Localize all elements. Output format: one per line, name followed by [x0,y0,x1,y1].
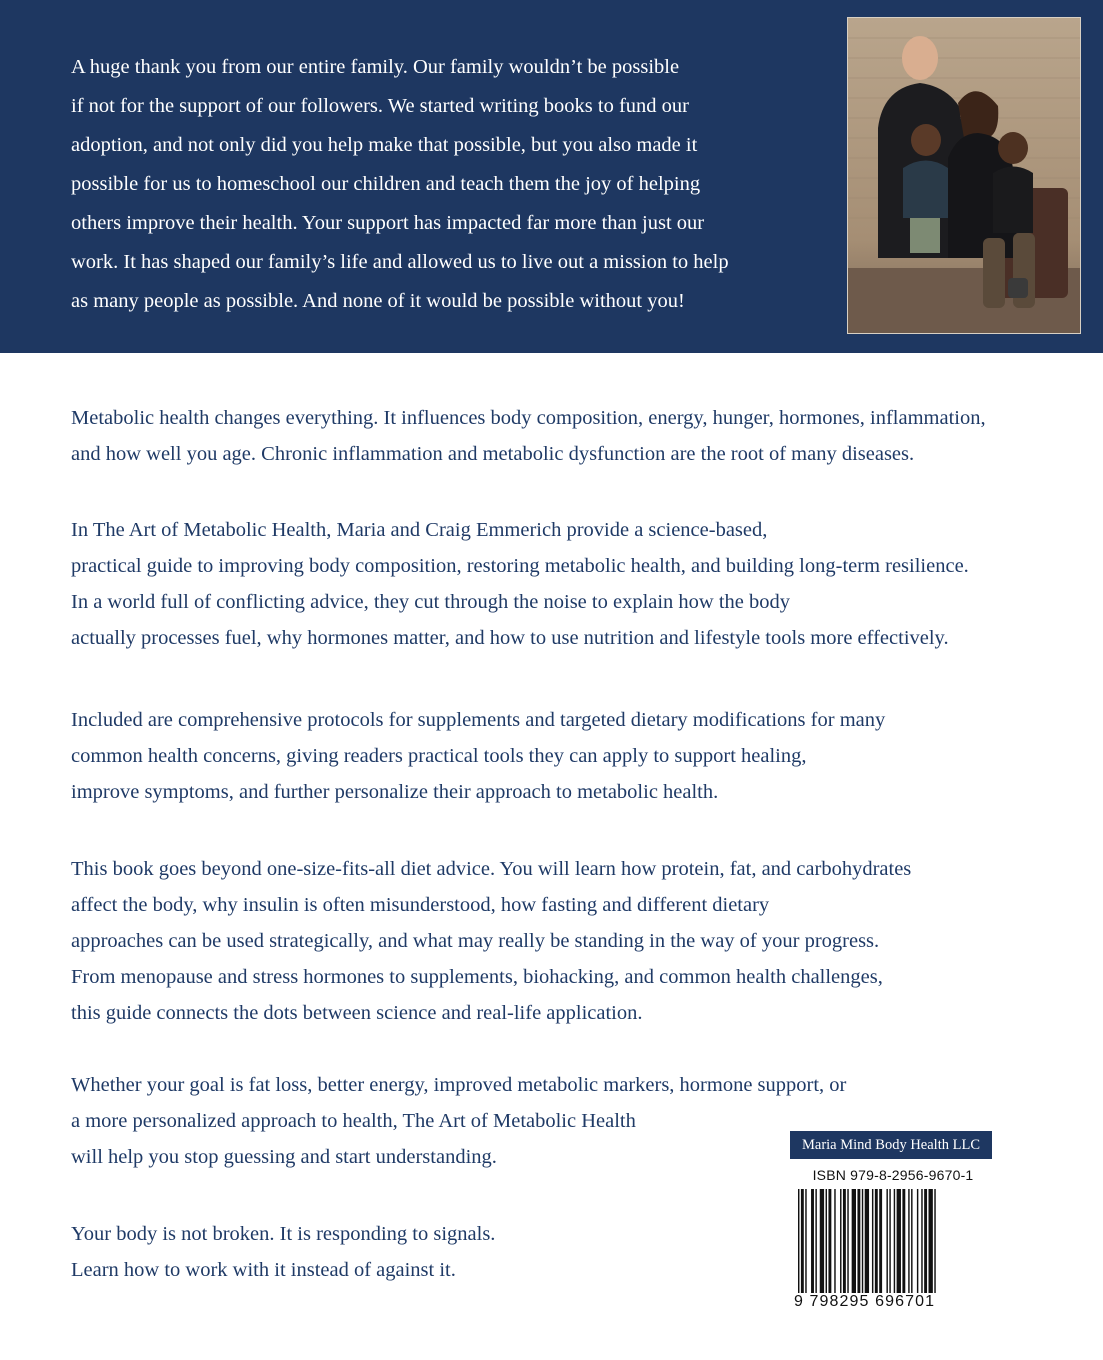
barcode-bar [889,1189,890,1293]
barcode-bar [798,1189,799,1293]
thanks-line: if not for the support of our followers. We started writing books to fund our [71,95,689,117]
description-paragraph-4 [71,851,1081,1031]
text-line: approaches can be used strategically, and what may really be standing in the way of your progress. [71,930,880,952]
barcode-bar [843,1189,846,1293]
text-line: Metabolic health changes everything. It influences body composition, energy, hunger, hormones, inflammation, [71,407,986,429]
barcode-bar [917,1189,918,1293]
text-line: a more personalized approach to health, The Art of Metabolic Health [71,1110,636,1132]
text-line: Whether your goal is fat loss, better energy, improved metabolic markers, hormone support, or [71,1074,847,1096]
barcode-bar [820,1189,824,1293]
text-line: In The Art of Metabolic Health, Maria and Craig Emmerich provide a science-based, [71,519,768,541]
text-line: will help you stop guessing and start understanding. [71,1146,497,1168]
text-line: practical guide to improving body composition, restoring metabolic health, and building long-term resilience. [71,555,969,577]
barcode-bar [847,1189,848,1293]
text-line: Your body is not broken. It is responding to signals. [71,1223,496,1245]
description-paragraph-3 [71,702,1081,810]
description-paragraph-1 [71,400,1081,472]
barcode-bar [929,1189,933,1293]
barcode-block [790,1165,992,1320]
barcode-bar [857,1189,860,1293]
thanks-line: possible for us to homeschool our children and teach them the joy of helping [71,173,701,195]
barcode-bar [872,1189,873,1293]
barcode-bar [826,1189,827,1293]
barcode-bar [921,1189,922,1293]
text-line: In a world full of conflicting advice, they cut through the noise to explain how the body [71,591,791,613]
text-line: Learn how to work with it instead of against it. [71,1259,456,1281]
description-paragraph-2 [71,512,1081,656]
barcode-bar [805,1189,806,1293]
barcode-bar [852,1189,856,1293]
barcode-bar [815,1189,816,1293]
text-line: This book goes beyond one-size-fits-all diet advice. You will learn how protein, fat, and carbohydrates [71,858,912,880]
text-line: this guide connects the dots between science and real-life application. [71,1002,643,1024]
thanks-line: as many people as possible. And none of it would be possible without you! [71,290,685,312]
barcode-bar [801,1189,804,1293]
thanks-line: others improve their health. Your support has impacted far more than just our [71,212,705,234]
thank-you-note [71,48,791,321]
barcode-bar [886,1189,887,1293]
thanks-line: A huge thank you from our entire family. Our family wouldn’t be possible [71,56,680,78]
barcode-bar [840,1189,841,1293]
text-line: common health concerns, giving readers practical tools they can apply to support healing, [71,745,807,767]
barcode-bar [897,1189,901,1293]
text-line: From menopause and stress hormones to supplements, biohacking, and common health challenges, [71,966,883,988]
barcode-bar [911,1189,912,1293]
publisher-label: Maria Mind Body Health LLC [790,1131,992,1159]
text-line: actually processes fuel, why hormones matter, and how to use nutrition and lifestyle tools more effectively. [71,627,949,649]
barcode-digits: 9 798295 696701 [794,1293,936,1310]
barcode-bar [828,1189,831,1293]
isbn-text: ISBN 979-8-2956-9670-1 [812,1167,974,1183]
barcode-bar [879,1189,882,1293]
barcode-bar [934,1189,935,1293]
text-line: affect the body, why insulin is often misunderstood, how fasting and different dietary [71,894,770,916]
barcode-bar [811,1189,814,1293]
thanks-line: adoption, and not only did you help make that possible, but you also made it [71,134,698,156]
barcode-bar [862,1189,863,1293]
barcode-bar [875,1189,878,1293]
barcode-bar [865,1189,869,1293]
barcode-bar [902,1189,905,1293]
thanks-line: work. It has shaped our family’s life and allowed us to live out a mission to help [71,251,729,273]
text-line: improve symptoms, and further personalize their approach to metabolic health. [71,781,719,803]
barcode-bar [834,1189,835,1293]
family-photo [847,17,1081,334]
barcode-bar [894,1189,895,1293]
barcode-bar [908,1189,909,1293]
text-line: Included are comprehensive protocols for supplements and targeted dietary modifications for many [71,709,886,731]
text-line: and how well you age. Chronic inflammation and metabolic dysfunction are the root of many diseases. [71,443,915,465]
barcode [798,1189,986,1293]
barcode-bar [924,1189,927,1293]
